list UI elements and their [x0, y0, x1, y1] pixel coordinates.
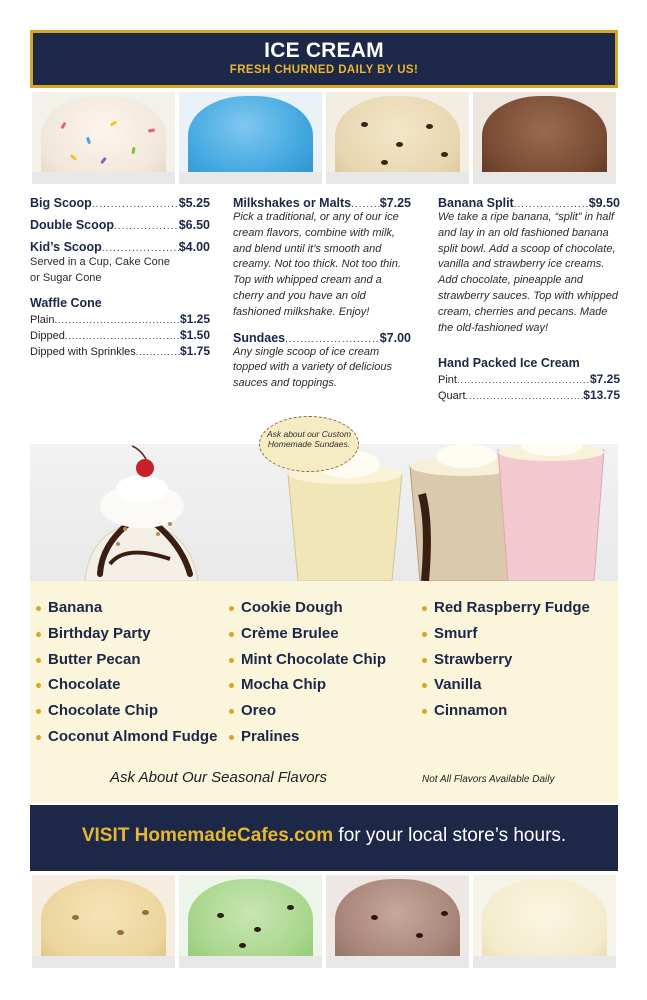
flavor-item: Cinnamon	[416, 698, 590, 724]
hand-packed-quart: Quart ..... $13.75	[438, 388, 620, 402]
leader-dots	[514, 199, 589, 210]
kids-scoop-item	[30, 240, 210, 254]
flavor-item: Banana	[30, 595, 217, 621]
double-scoop-item	[30, 218, 210, 232]
item-price: $5.25	[178, 196, 210, 210]
flavor-item: Cookie Dough	[223, 595, 386, 621]
item-price: $7.00	[379, 330, 411, 345]
item-price: $9.50	[588, 196, 620, 210]
menu-header	[30, 30, 618, 88]
leader-dots	[92, 199, 179, 210]
flavor-item: Butter Pecan	[30, 647, 217, 673]
vanilla-ice-cream-photo	[473, 875, 616, 968]
kids-scoop-description: Served in a Cup, Cake Cone or Sugar Cone	[30, 256, 171, 284]
flavors-panel	[30, 581, 618, 803]
waffle-option-plain: Plain ..... $1.25	[30, 312, 210, 326]
flavor-item: Mocha Chip	[223, 672, 386, 698]
seasonal-flavors-note: Ask About Our Seasonal Flavors	[110, 769, 328, 786]
menu-column-specials	[438, 196, 620, 402]
flavor-list-2	[223, 595, 386, 750]
visit-banner-text: for your local store’s hours.	[333, 825, 567, 846]
waffle-cone-heading: Waffle Cone	[30, 296, 102, 310]
leader-dots	[114, 221, 179, 232]
top-photo-strip	[32, 92, 616, 184]
sundaes-description: Any single scoop of ice cream topped with a variety of delicious sauces and toppings.	[233, 345, 392, 390]
menu-column-shakes	[233, 196, 411, 392]
menu-section	[30, 196, 618, 426]
waffle-option-sprinkles: Dipped with Sprinkles ..... $1.75	[30, 344, 210, 358]
flavor-item: Pralines	[223, 724, 386, 750]
flavor-item: Smurf	[416, 621, 590, 647]
flavor-item: Chocolate Chip	[30, 698, 217, 724]
item-name: Big Scoop	[30, 196, 92, 210]
flavor-item: Red Raspberry Fudge	[416, 595, 590, 621]
page-title: ICE CREAM	[264, 39, 384, 62]
item-price: $7.25	[379, 196, 411, 210]
flavor-item: Chocolate	[30, 672, 217, 698]
big-scoop-item	[30, 196, 210, 210]
item-name: Banana Split	[438, 196, 514, 210]
leader-dots	[285, 334, 380, 345]
banana-split-item	[438, 196, 620, 210]
item-price: $4.00	[178, 240, 210, 254]
item-name: Sundaes	[233, 330, 286, 345]
flavor-item: Vanilla	[416, 672, 590, 698]
menu-column-scoops	[30, 196, 210, 358]
mocha-chip-ice-cream-photo	[326, 875, 469, 968]
visit-website-banner	[30, 805, 618, 871]
smurf-ice-cream-photo	[179, 92, 322, 184]
item-price: $6.50	[178, 218, 210, 232]
bottom-photo-strip	[32, 875, 616, 968]
flavor-list-3	[416, 595, 590, 724]
sundaes-item	[233, 331, 411, 345]
custom-sundaes-badge: Ask about our Custom Homemade Sundaes.	[259, 416, 359, 472]
page-subtitle: FRESH CHURNED DAILY BY US!	[229, 64, 419, 76]
leader-dots	[351, 199, 380, 210]
item-name: Milkshakes or Malts	[233, 196, 352, 210]
flavor-item: Oreo	[223, 698, 386, 724]
milkshakes-description: Pick a traditional, or any of our ice cream flavors, combine with milk, and blend until it’s smooth and creamy. Not too thick. Not too thin. Top with whipped cream and a cherry and you have an old fashioned milkshake. Enjoy!	[233, 211, 401, 318]
hand-packed-heading: Hand Packed Ice Cream	[438, 356, 580, 371]
flavor-list-1	[30, 595, 217, 750]
waffle-option-dipped: Dipped ..... $1.50	[30, 328, 210, 342]
flavor-item: Strawberry	[416, 647, 590, 673]
mint-chocolate-chip-ice-cream-photo	[179, 875, 322, 968]
banana-split-description: We take a ripe banana, “split” in half and lay in an old fashioned banana split bowl. Add a scoop of chocolate, vanilla and strawberry ice creams. Add chocolate, pineapple and strawberry sauces. Top with whipped cream, cherries and pecans. Made the old-fashioned way!	[438, 211, 618, 334]
flavor-item: Coconut Almond Fudge	[30, 724, 217, 750]
availability-note: Not All Flavors Available Daily	[422, 774, 555, 785]
flavor-item: Birthday Party	[30, 621, 217, 647]
leader-dots	[102, 243, 179, 254]
item-name: Kid’s Scoop	[30, 240, 102, 254]
flavor-item: Crème Brulee	[223, 621, 386, 647]
hand-packed-pint: Pint ..... $7.25	[438, 372, 620, 386]
birthday-party-ice-cream-photo	[32, 92, 175, 184]
item-name: Double Scoop	[30, 218, 115, 232]
flavor-item: Mint Chocolate Chip	[223, 647, 386, 673]
cookie-dough-ice-cream-photo	[326, 92, 469, 184]
milkshakes-item	[233, 196, 411, 210]
website-link[interactable]: VISIT HomemadeCafes.com	[81, 825, 334, 846]
butter-pecan-ice-cream-photo	[32, 875, 175, 968]
chocolate-ice-cream-photo	[473, 92, 616, 184]
